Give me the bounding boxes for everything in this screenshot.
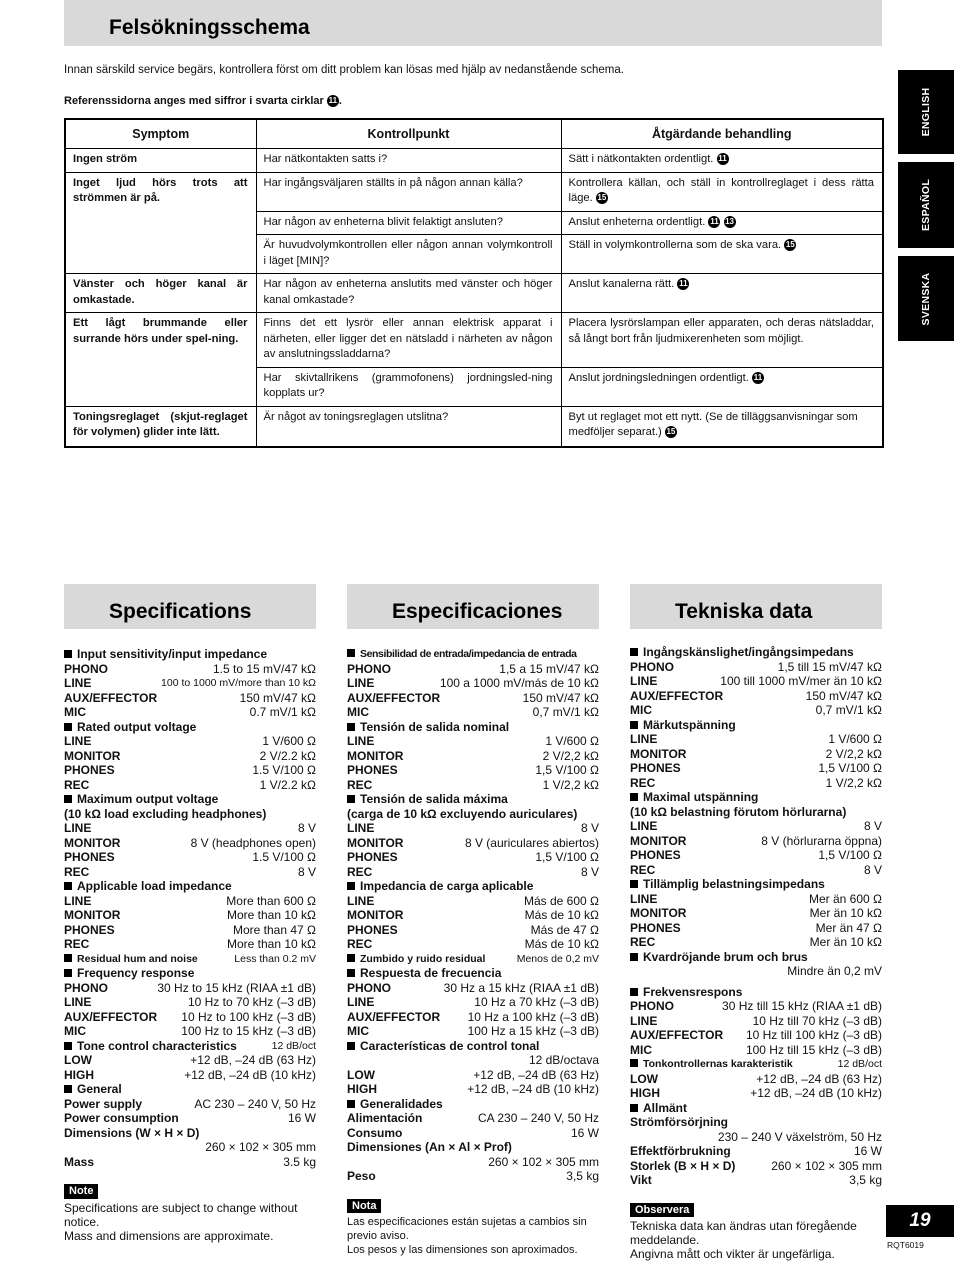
spec-row: LINE Mer än 600 Ω <box>630 891 882 906</box>
section-heading: Zumbido y ruido residual Menos de 0,2 mV <box>347 952 599 967</box>
bullet-square-icon <box>347 795 355 803</box>
bullet-square-icon <box>64 650 72 658</box>
spec-row: PHONO 30 Hz till 15 kHz (RIAA ±1 dB) <box>630 999 882 1013</box>
ref-badge: 11 <box>718 154 727 164</box>
check-cell: Har skivtallrikens (grammofonens) jordningsled-ning kopplats ur? <box>256 367 561 406</box>
note-label: Note <box>64 1184 98 1199</box>
note-text: Specifications are subject to change without notice. Mass and dimensions are approximate. <box>64 1200 298 1243</box>
spec-row: LINE 100 till 1000 mV/mer än 10 kΩ <box>630 674 882 688</box>
spec-title: Tekniska data <box>675 600 813 623</box>
spec-list <box>64 647 316 1243</box>
bullet-square-icon <box>630 648 638 656</box>
spec-row: MIC 0,7 mV/1 kΩ <box>347 705 599 719</box>
reference-number-badge: 11 <box>328 96 338 106</box>
bullet-square-icon <box>630 1059 638 1067</box>
language-tab-spanish[interactable]: ESPAÑOL <box>898 162 954 248</box>
note <box>347 1198 599 1258</box>
spec-label: Strömförsörjning <box>630 1115 728 1129</box>
spec-row: PHONES Más de 47 Ω <box>347 922 599 937</box>
remedy-cell <box>561 149 883 173</box>
reference-note-text: Referenssidorna anges med siffror i svarta cirklar <box>64 95 324 107</box>
spec-row: MIC 100 Hz a 15 kHz (–3 dB) <box>347 1024 599 1038</box>
remedy-text: Anslut enheterna ordentligt. <box>568 215 706 228</box>
spec-row: LINE 10 Hz a 70 kHz (–3 dB) <box>347 995 599 1009</box>
spec-row: LINE More than 600 Ω <box>64 893 316 908</box>
bullet-square-icon <box>630 1104 638 1112</box>
spec-list <box>347 647 599 1257</box>
spec-row: HIGH +12 dB, –24 dB (10 kHz) <box>347 1082 599 1096</box>
section-heading: Impedancia de carga aplicable <box>347 879 599 894</box>
section-heading: Características de control tonal <box>347 1039 599 1054</box>
section-condition: (10 kΩ belastning förutom hörlurarna) <box>630 804 847 819</box>
section-heading: Maximal utspänning <box>630 790 882 805</box>
specifications-english <box>64 584 316 1243</box>
check-cell: Har ingångsväljaren ställts in på någon annan källa? <box>256 172 561 211</box>
section-heading: Kvardröjande brum och brus <box>630 950 882 965</box>
symptom-cell: Toningsreglaget (skjut-reglaget för volymen) glider inte lätt. <box>65 406 256 447</box>
symptom-cell: Ett lågt brummande eller surrande hörs under spel-ning. <box>65 313 256 407</box>
table-row <box>65 172 883 211</box>
remedy-cell <box>561 211 883 235</box>
page-number: 19 <box>886 1205 954 1237</box>
remedy-text: Anslut jordningsledningen ordentligt. <box>568 371 749 384</box>
specifications-swedish <box>630 584 882 1261</box>
spec-row: AUX/EFFECTOR 150 mV/47 kΩ <box>630 688 882 703</box>
spec-row: MONITOR 2 V/2.2 kΩ <box>64 748 316 763</box>
bullet-square-icon <box>347 649 355 657</box>
symptom-cell: Inget ljud hörs trots att strömmen är på. <box>65 172 256 274</box>
spec-row: PHONO 1.5 to 15 mV/47 kΩ <box>64 661 316 676</box>
spec-value: 230 – 240 V växelström, 50 Hz <box>717 1129 882 1144</box>
remedy-text: Kontrollera källan, och ställ in kontrollreglaget i dess rätta läge. <box>568 176 874 204</box>
check-cell: Är något av toningsreglagen utslitna? <box>256 406 561 447</box>
section-heading: Frequency response <box>64 966 316 981</box>
remedy-text: Anslut kanalerna rätt. <box>568 278 675 290</box>
spec-row: PHONES 1,5 V/100 Ω <box>347 850 599 864</box>
spec-row: PHONES 1,5 V/100 Ω <box>347 763 599 777</box>
spec-row: Vikt 3,5 kg <box>630 1173 882 1187</box>
table-header-row <box>65 119 883 149</box>
spec-row: LINE 1 V/600 Ω <box>630 732 882 746</box>
remedy-cell <box>561 172 883 211</box>
check-cell: Finns det ett lysrör eller annan elektrisk apparat i närheten, eller ligger det en nätsladd i närheten av någon av anslutningssladdarna? <box>256 313 561 368</box>
ref-badge: 13 <box>725 216 735 226</box>
note-text: Las especificaciones están sujetas a cambios sin previo aviso. Los pesos y las dimensiones son aproximados. <box>347 1216 587 1256</box>
ref-badge: 11 <box>753 372 763 382</box>
spec-row: Storlek (B × H × D) 260 × 102 × 305 mm <box>630 1158 882 1173</box>
bullet-square-icon <box>630 793 638 801</box>
section-heading: Applicable load impedance <box>64 879 316 894</box>
spec-row: REC 1 V/2,2 kΩ <box>630 775 882 790</box>
reference-note: Referenssidorna anges med siffror i svarta cirklar 11 . <box>64 95 342 107</box>
spec-label: Dimensiones (An × Al × Prof) <box>347 1140 512 1154</box>
spec-row: PHONO 30 Hz to 15 kHz (RIAA ±1 dB) <box>64 980 316 995</box>
ref-badge: 15 <box>666 427 676 437</box>
spec-row: MONITOR 8 V (auriculares abiertos) <box>347 835 599 850</box>
spec-row: REC 1 V/2.2 kΩ <box>64 777 316 792</box>
spec-row: MIC 100 Hz till 15 kHz (–3 dB) <box>630 1042 882 1057</box>
spec-row: REC 1 V/2,2 kΩ <box>347 777 599 792</box>
spec-row: PHONES 1,5 V/100 Ω <box>630 848 882 862</box>
spec-row: REC More than 10 kΩ <box>64 937 316 951</box>
spec-row: REC Más de 10 kΩ <box>347 937 599 951</box>
spec-row: Mass 3.5 kg <box>64 1154 316 1169</box>
spec-row: PHONES 1.5 V/100 Ω <box>64 763 316 777</box>
check-cell: Är huvudvolymkontrollen eller någon annan volymkontroll i läget [MIN]? <box>256 235 561 274</box>
spec-row: PHONES Mer än 47 Ω <box>630 920 882 935</box>
specifications-spanish <box>347 584 599 1257</box>
section-heading: Tone control characteristics 12 dB/oct <box>64 1039 316 1054</box>
section-heading: Tensión de salida máxima <box>347 792 599 807</box>
remedy-cell <box>561 367 883 406</box>
section-heading: Tonkontrollernas karakteristik 12 dB/oct <box>630 1057 882 1072</box>
header-symptom: Symptom <box>65 119 256 149</box>
bullet-square-icon <box>64 882 72 890</box>
spec-row: LINE 1 V/600 Ω <box>64 734 316 748</box>
spec-row: LINE 1 V/600 Ω <box>347 734 599 748</box>
spec-label: Dimensions (W × H × D) <box>64 1125 200 1140</box>
spec-row: MONITOR 8 V (hörlurarna öppna) <box>630 833 882 848</box>
section-condition: (carga de 10 kΩ excluyendo auriculares) <box>347 806 578 821</box>
spec-row: PHONO 1,5 a 15 mV/47 kΩ <box>347 661 599 676</box>
note <box>630 1202 882 1262</box>
table-row <box>65 149 883 173</box>
spec-title: Especificaciones <box>392 600 563 623</box>
spec-title: Specifications <box>109 600 252 623</box>
bullet-square-icon <box>347 1100 355 1108</box>
spec-row: PHONES 1,5 V/100 Ω <box>630 761 882 775</box>
spec-row: PHONO 30 Hz a 15 kHz (RIAA ±1 dB) <box>347 980 599 995</box>
spec-title-bar <box>347 584 599 629</box>
spec-row: PHONES More than 47 Ω <box>64 922 316 937</box>
spec-row: REC 8 V <box>347 864 599 879</box>
section-heading: Respuesta de frecuencia <box>347 966 599 981</box>
ref-badge: 11 <box>710 216 719 226</box>
spec-row: REC 8 V <box>64 864 316 879</box>
language-tab-english[interactable]: ENGLISH <box>898 70 954 154</box>
check-cell: Har nätkontakten satts i? <box>256 149 561 173</box>
section-condition: (10 kΩ load excluding headphones) <box>64 806 267 821</box>
section-heading: Allmänt <box>630 1101 882 1116</box>
spec-row: MIC 0.7 mV/1 kΩ <box>64 705 316 719</box>
language-tab-swedish[interactable]: SVENSKA <box>898 256 954 341</box>
spec-row: PHONO 1,5 till 15 mV/47 kΩ <box>630 659 882 674</box>
bullet-square-icon <box>630 880 638 888</box>
bullet-square-icon <box>64 723 72 731</box>
note-label: Observera <box>630 1203 694 1218</box>
section-heading: Tensión de salida nominal <box>347 720 599 735</box>
spec-row: MONITOR 2 V/2,2 kΩ <box>347 748 599 763</box>
spec-value: Mindre än 0,2 mV <box>787 964 882 978</box>
spec-row: Effektförbrukning 16 W <box>630 1144 882 1158</box>
section-heading: Frekvensrespons <box>630 985 882 1000</box>
bullet-square-icon <box>347 969 355 977</box>
spec-value: 260 × 102 × 305 mm <box>205 1140 316 1154</box>
section-heading: Rated output voltage <box>64 720 316 735</box>
ref-badge: 15 <box>785 240 795 250</box>
spec-row: PHONES 1.5 V/100 Ω <box>64 850 316 864</box>
spec-row: LINE 8 V <box>64 821 316 835</box>
spec-row: MIC 0,7 mV/1 kΩ <box>630 703 882 717</box>
section-heading: Input sensitivity/input impedance <box>64 647 316 662</box>
remedy-cell <box>561 235 883 274</box>
section-heading: Maximum output voltage <box>64 792 316 807</box>
spec-row: Power consumption 16 W <box>64 1111 316 1125</box>
spec-row: AUX/EFFECTOR 10 Hz till 100 kHz (–3 dB) <box>630 1028 882 1042</box>
table-row <box>65 274 883 313</box>
spec-row: Power supply AC 230 – 240 V, 50 Hz <box>64 1096 316 1111</box>
spec-row: MONITOR Más de 10 kΩ <box>347 908 599 922</box>
note-text: Tekniska data kan ändras utan föregående meddelande. Angivna mått och vikter är ungefärliga. <box>630 1219 857 1261</box>
check-cell: Har någon av enheterna anslutits med vänster och höger kanal omkastade? <box>256 274 561 313</box>
section-heading: Tillämplig belastningsimpedans <box>630 877 882 892</box>
check-cell: Har någon av enheterna blivit felaktigt ansluten? <box>256 211 561 235</box>
section-heading: Märkutspänning <box>630 718 882 733</box>
spec-value: 260 × 102 × 305 mm <box>488 1154 599 1169</box>
spec-row: AUX/EFFECTOR 10 Hz a 100 kHz (–3 dB) <box>347 1009 599 1024</box>
note-label: Nota <box>347 1199 381 1214</box>
spec-row: REC 8 V <box>630 862 882 877</box>
symptom-cell: Vänster och höger kanal är omkastade. <box>65 274 256 313</box>
spec-row: LOW +12 dB, –24 dB (63 Hz) <box>64 1053 316 1067</box>
remedy-cell <box>561 274 883 313</box>
spec-row: AUX/EFFECTOR 10 Hz to 100 kHz (–3 dB) <box>64 1009 316 1024</box>
header-check: Kontrollpunkt <box>256 119 561 149</box>
bullet-square-icon <box>64 954 72 962</box>
remedy-text: Ställ in volymkontrollerna som de ska vara. <box>568 239 782 251</box>
spec-row: LINE 100 a 1000 mV/más de 10 kΩ <box>347 676 599 690</box>
bullet-square-icon <box>347 882 355 890</box>
bullet-square-icon <box>630 721 638 729</box>
table-row <box>65 313 883 368</box>
spec-row: LINE 8 V <box>630 819 882 833</box>
troubleshooting-table <box>64 118 884 448</box>
symptom-cell: Ingen ström <box>65 149 256 173</box>
spec-value: 12 dB/octava <box>528 1053 599 1067</box>
spec-row: MONITOR Mer än 10 kΩ <box>630 906 882 920</box>
spec-row: LINE 10 Hz to 70 kHz (–3 dB) <box>64 995 316 1009</box>
spec-row: HIGH +12 dB, –24 dB (10 kHz) <box>64 1067 316 1082</box>
spec-row: LINE Más de 600 Ω <box>347 893 599 908</box>
ref-badge: 11 <box>679 279 688 289</box>
remedy-cell <box>561 406 883 447</box>
ref-badge: 15 <box>597 193 607 203</box>
spec-row: LINE 10 Hz till 70 kHz (–3 dB) <box>630 1013 882 1028</box>
spec-row: AUX/EFFECTOR 150 mV/47 kΩ <box>64 690 316 705</box>
bullet-square-icon <box>347 1042 355 1050</box>
spec-row: LINE 100 to 1000 mV/more than 10 kΩ <box>64 676 316 690</box>
spec-row: MONITOR More than 10 kΩ <box>64 908 316 922</box>
section-heading: Residual hum and noise Less than 0.2 mV <box>64 952 316 967</box>
bullet-square-icon <box>347 723 355 731</box>
table-row <box>65 406 883 447</box>
spec-row: MONITOR 2 V/2,2 kΩ <box>630 746 882 761</box>
header-remedy: Åtgärdande behandling <box>561 119 883 149</box>
bullet-square-icon <box>347 954 355 962</box>
spec-list <box>630 645 882 1261</box>
document-code: RQT6019 <box>887 1240 924 1250</box>
spec-row: LOW +12 dB, –24 dB (63 Hz) <box>630 1071 882 1086</box>
section-heading: Sensibilidad de entrada/impedancia de entrada <box>347 647 599 662</box>
note <box>64 1183 316 1243</box>
intro-text: Innan särskild service begärs, kontrollera först om ditt problem kan lösas med hjälp av nedanstående schema. <box>64 64 624 76</box>
spec-row: Alimentación CA 230 – 240 V, 50 Hz <box>347 1111 599 1125</box>
spec-row: REC Mer än 10 kΩ <box>630 935 882 949</box>
spec-row: AUX/EFFECTOR 150 mV/47 kΩ <box>347 690 599 705</box>
bullet-square-icon <box>64 969 72 977</box>
title-bar <box>64 0 882 46</box>
remedy-text: Sätt i nätkontakten ordentligt. <box>568 153 714 165</box>
bullet-square-icon <box>630 953 638 961</box>
spec-title-bar <box>630 584 882 629</box>
spec-row: LINE 8 V <box>347 821 599 835</box>
bullet-square-icon <box>630 988 638 996</box>
spec-row: MONITOR 8 V (headphones open) <box>64 835 316 850</box>
section-heading: General <box>64 1082 316 1097</box>
section-heading: Generalidades <box>347 1097 599 1112</box>
spec-row: Consumo 16 W <box>347 1125 599 1140</box>
remedy-cell: Placera lysrörslampan eller apparaten, och deras nätsladdar, så långt bort från ljudmixerenheten som möjligt. <box>561 313 883 368</box>
spec-row: LOW +12 dB, –24 dB (63 Hz) <box>347 1067 599 1082</box>
bullet-square-icon <box>64 1085 72 1093</box>
bullet-square-icon <box>64 1042 72 1050</box>
remedy-text: Byt ut reglaget mot ett nytt. (Se de tilläggsanvisningar som medföljer separat.) <box>568 410 858 438</box>
spec-title-bar <box>64 584 316 629</box>
bullet-square-icon <box>64 795 72 803</box>
spec-row: Peso 3,5 kg <box>347 1169 599 1183</box>
page-title: Felsökningsschema <box>109 16 310 39</box>
spec-row: MIC 100 Hz to 15 kHz (–3 dB) <box>64 1024 316 1038</box>
section-heading: Ingångskänslighet/ingångsimpedans <box>630 645 882 660</box>
spec-row: HIGH +12 dB, –24 dB (10 kHz) <box>630 1086 882 1100</box>
